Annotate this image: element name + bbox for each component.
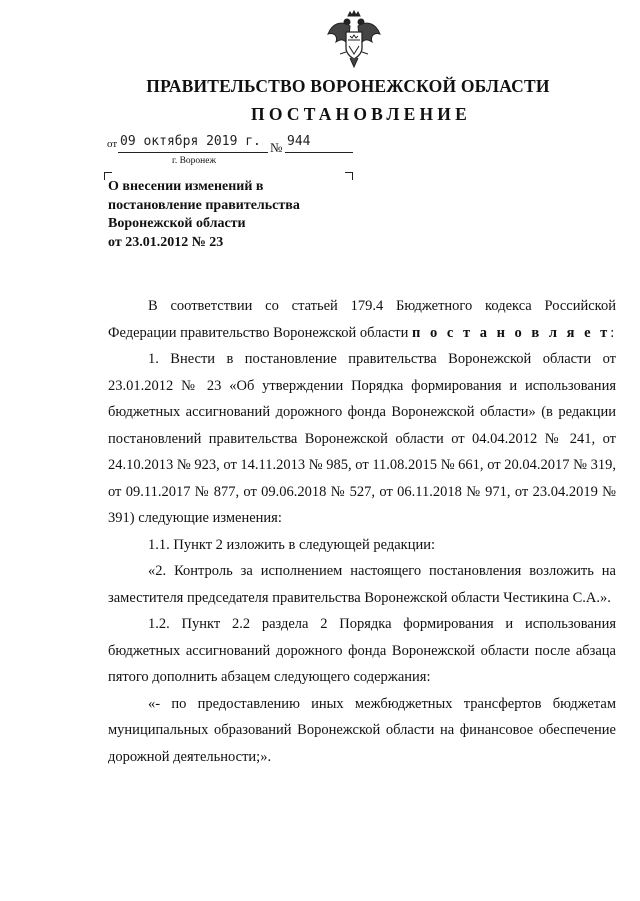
item-1-1-paragraph: 1.1. Пункт 2 изложить в следующей редакции: bbox=[148, 536, 436, 553]
document-type: ПОСТАНОВЛЕНИЕ bbox=[251, 104, 471, 124]
document-number: 944 bbox=[287, 134, 311, 149]
subject-line: от 23.01.2012 № 23 bbox=[108, 234, 224, 250]
subject-line: постановление правительства bbox=[108, 197, 300, 213]
item-1-2-text-paragraph: «- по предоставлению иных межбюджетных трансфертов бюджетам муниципальных образований Воронежской области на финансовое обеспечение дорожной деятельности;». bbox=[108, 695, 616, 765]
subject-corner-mark-right bbox=[345, 172, 353, 180]
preamble-keyword: п о с т а н о в л я е т bbox=[412, 324, 611, 341]
preamble-text: В соответствии со статьей 179.4 Бюджетного кодекса Российской Федерации правительство Воронежской области bbox=[108, 298, 616, 341]
document-date: 09 октября 2019 г. bbox=[120, 134, 261, 149]
document-subject bbox=[108, 178, 300, 252]
item-1-1-text-paragraph: «2. Контроль за исполнением настоящего постановления возложить на заместителя председателя правительства Воронежской области Честикина С.А.». bbox=[108, 563, 616, 606]
item-1-2-paragraph: 1.2. Пункт 2.2 раздела 2 Порядка формирования и использования бюджетных ассигнований дорожного фонда Воронежской области после абзаца пятого дополнить абзацем следующего содержания: bbox=[108, 616, 616, 685]
subject-line: О внесении изменений в bbox=[108, 179, 264, 194]
item-1-paragraph: 1. Внести в постановление правительства Воронежской области от 23.01.2012 № 23 «Об утверждении Порядка формирования и использования бюджетных ассигнований дорожного фонда Воронежской области» (в редакции постановлений правительства Воронежской области от 04.04.2012 № 241, от 24.10.2013 № 923, от 14.11.2013 № 985, от 11.08.2015 № 661, от 20.04.2017 № 319, от 09.11.2017 № 877, от 09.06.2018 № 527, от 06.11.2018 № 971, от 23.04.2019 № 391) следующие изменения: bbox=[108, 351, 616, 526]
preamble-end: : bbox=[610, 324, 615, 341]
voronezh-coat-of-arms-icon bbox=[326, 10, 382, 70]
document-body bbox=[108, 293, 616, 770]
city-label: г. Воронеж bbox=[172, 156, 217, 166]
government-name: ПРАВИТЕЛЬСТВО ВОРОНЕЖСКОЙ ОБЛАСТИ bbox=[146, 76, 550, 96]
number-label: № bbox=[270, 140, 283, 155]
preamble-paragraph bbox=[108, 293, 616, 346]
subject-line: Воронежской области bbox=[108, 216, 246, 231]
date-from-label: от bbox=[107, 138, 118, 150]
